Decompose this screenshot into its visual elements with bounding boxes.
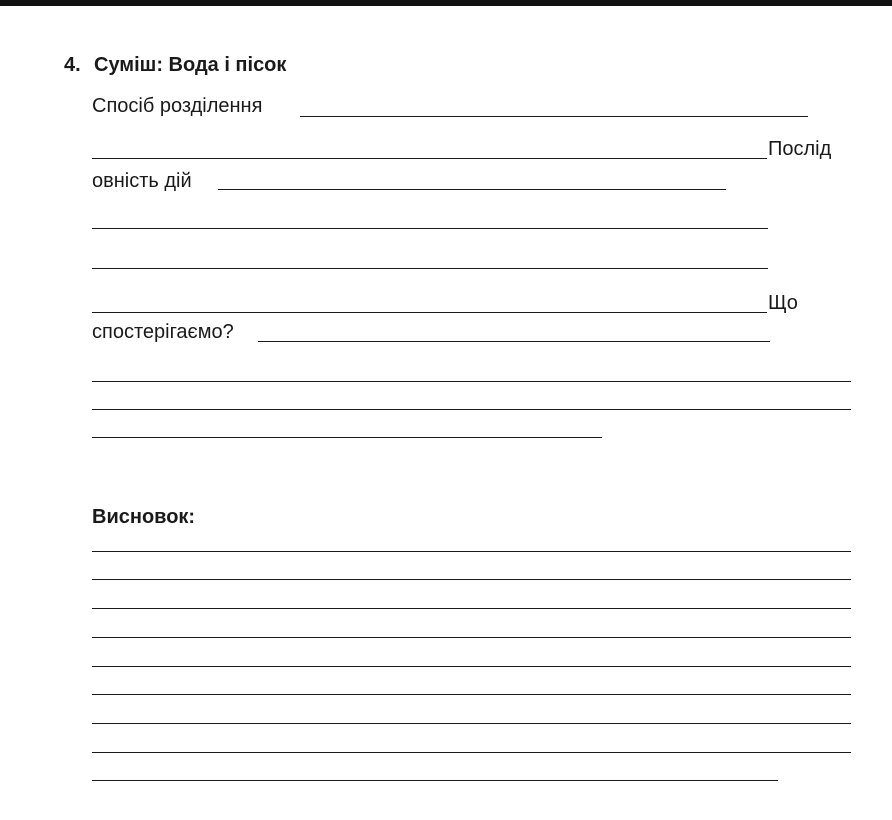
conclusion-answer-line-7[interactable] [92, 723, 851, 724]
observation-answer-line-3[interactable] [92, 409, 851, 410]
conclusion-answer-line-2[interactable] [92, 579, 851, 580]
conclusion-heading: Висновок: [92, 506, 196, 528]
observation-answer-line-1[interactable] [258, 341, 770, 342]
task-title-text: Суміш: Вода і пісок [94, 54, 287, 76]
separation-method-answer-line[interactable] [300, 116, 808, 117]
sequence-label-part1: Послід [768, 138, 832, 160]
conclusion-answer-line-6[interactable] [92, 694, 851, 695]
sequence-answer-line-1[interactable] [218, 189, 726, 190]
sequence-answer-line-4[interactable] [92, 312, 767, 313]
separation-method-label: Спосіб розділення [92, 95, 263, 117]
conclusion-answer-line-8[interactable] [92, 752, 851, 753]
observation-answer-line-4[interactable] [92, 437, 602, 438]
conclusion-answer-line-5[interactable] [92, 666, 851, 667]
sequence-answer-line-2[interactable] [92, 228, 768, 229]
conclusion-answer-line-9[interactable] [92, 780, 778, 781]
observation-label-part2: спостерігаємо? [92, 321, 234, 343]
conclusion-answer-line-1[interactable] [92, 551, 851, 552]
conclusion-answer-line-4[interactable] [92, 637, 851, 638]
sequence-label-part2: овність дій [92, 170, 192, 192]
sequence-answer-line-3[interactable] [92, 268, 768, 269]
observation-label-part1: Що [768, 292, 798, 314]
top-border-bar [0, 0, 892, 6]
observation-answer-line-2[interactable] [92, 381, 851, 382]
task-number: 4. [64, 54, 81, 76]
conclusion-answer-line-3[interactable] [92, 608, 851, 609]
separation-method-answer-line-2[interactable] [92, 158, 767, 159]
task-title [64, 54, 286, 77]
